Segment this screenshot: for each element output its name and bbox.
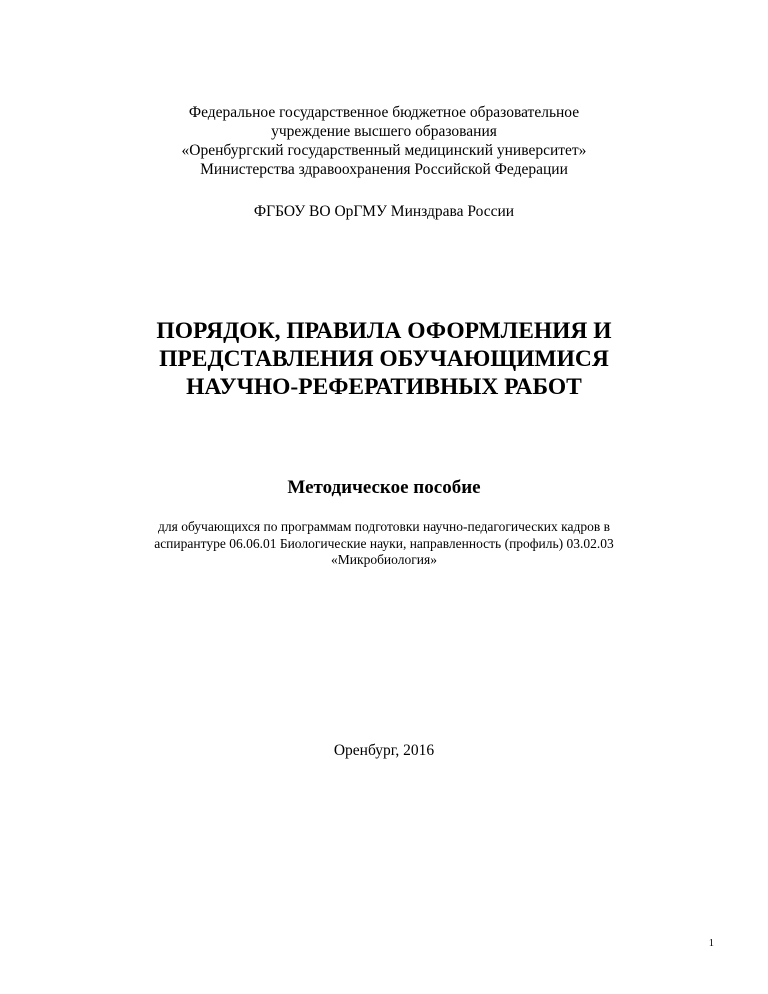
- target-audience-line: «Микробиология»: [331, 552, 437, 567]
- document-title-line: ПРЕДСТАВЛЕНИЯ ОБУЧАЮЩИМИСЯ: [159, 346, 609, 372]
- page-number: 1: [708, 938, 714, 949]
- target-audience: [0, 519, 768, 569]
- target-audience-line: для обучающихся по программам подготовки научно-педагогических кадров в: [158, 519, 610, 534]
- document-title-line: НАУЧНО-РЕФЕРАТИВНЫХ РАБОТ: [186, 374, 582, 400]
- institution-header-line: Министерства здравоохранения Российской Федерации: [200, 161, 568, 178]
- document-subtitle: Методическое пособие: [287, 477, 481, 498]
- target-audience-line: аспирантуре 06.06.01 Биологические науки, направленность (профиль) 03.02.03: [154, 535, 614, 551]
- document-title: [0, 317, 768, 401]
- institution-header-line: «Оренбургский государственный медицинский университет»: [181, 142, 587, 159]
- institution-header: [0, 103, 768, 179]
- document-title-line: ПОРЯДОК, ПРАВИЛА ОФОРМЛЕНИЯ И: [156, 318, 612, 344]
- institution-header-line: Федеральное государственное бюджетное образовательное: [188, 104, 580, 121]
- city-year: Оренбург, 2016: [333, 742, 435, 759]
- institution-header-line: учреждение высшего образования: [271, 123, 497, 140]
- institution-abbreviation: ФГБОУ ВО ОрГМУ Минздрава России: [253, 203, 515, 220]
